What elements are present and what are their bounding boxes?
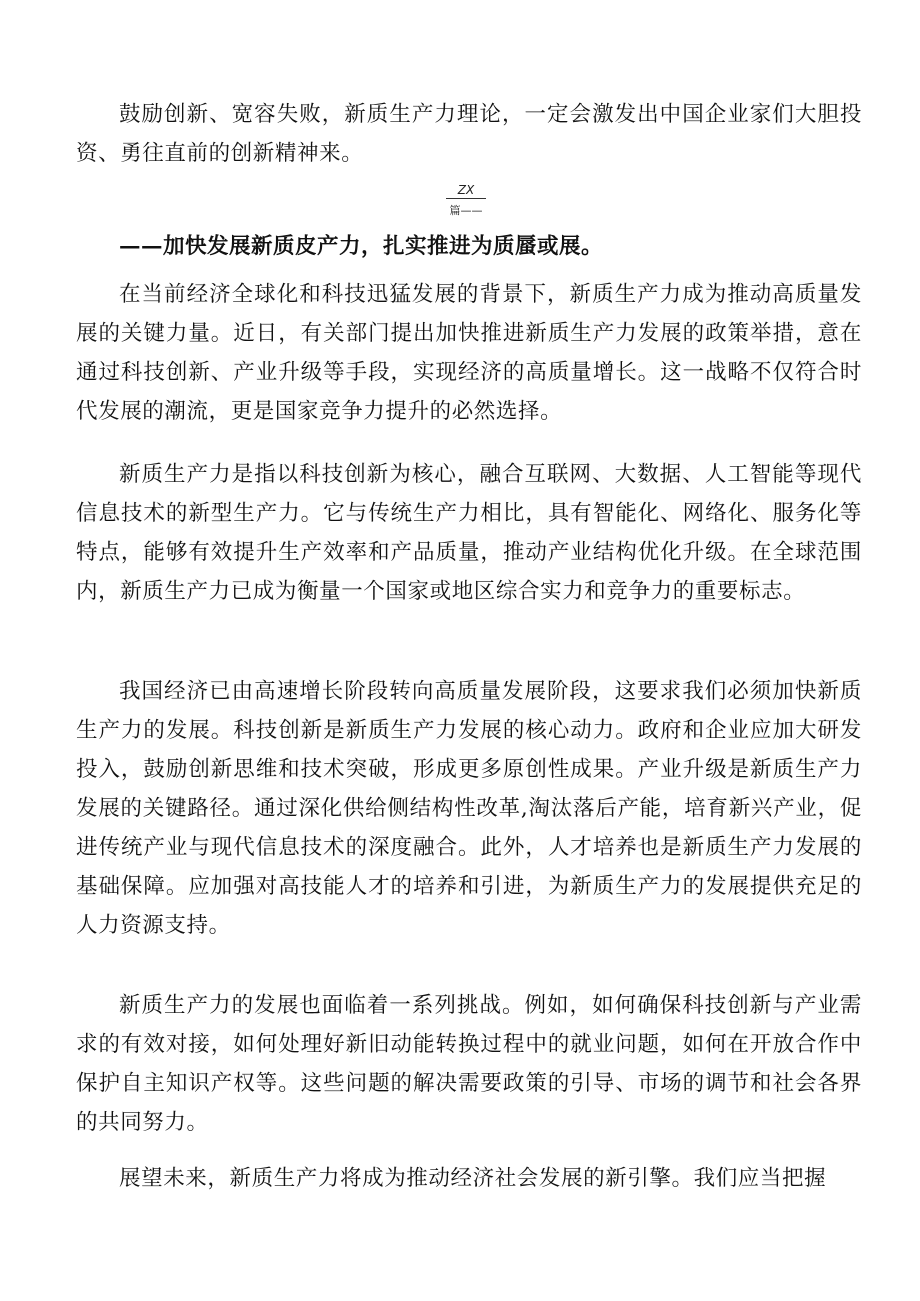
paragraph-definition: 新质生产力是指以科技创新为核心，融合互联网、大数据、人工智能等现代信息技术的新型生产力。它与传统生产力相比，具有智能化、网络化、服务化等特点，能够有效提升生产效率和产品质量，推动产业结构优化升级。在全球范围内，新质生产力已成为衡量一个国家或地区综合实力和竞争力的重要标志。 [76,462,862,604]
section-mark-top: ZX [446,183,486,199]
paragraph-intro: 鼓励创新、宽容失败，新质生产力理论，一定会激发出中国企业家们大胆投资、勇往直前的创新精神来。 [76,102,862,166]
paragraph-background: 在当前经济全球化和科技迅猛发展的背景下，新质生产力成为推动高质量发展的关键力量。近日，有关部门提出加快推进新质生产力发展的政策举措，意在通过科技创新、产业升级等手段，实现经济的高质量增长。这一战略不仅符合时代发展的潮流，更是国家竞争力提升的必然选择。 [76,282,862,424]
section-subtitle: ——加快发展新质皮产力，扎实推进为质蜃或展。 [119,234,604,259]
section-mark-bottom: 篇—— [449,204,483,217]
paragraph-outlook: 展望未来，新质生产力将成为推动经济社会发展的新引擎。我们应当把握 [119,1166,827,1191]
paragraph-development: 我国经济已由高速增长阶段转向高质量发展阶段，这要求我们必须加快新质生产力的发展。科技创新是新质生产力发展的核心动力。政府和企业应加大研发投入，鼓励创新思维和技术突破，形成更多原创性成果。产业升级是新质生产力发展的关键路径。通过深化供给侧结构性改革,淘汰落后产能，培育新兴产业，促进传统产业与现代信息技术的深度融合。此外，人才培养也是新质生产力发展的基础保障。应加强对高技能人才的培养和引进，为新质生产力的发展提供充足的人力资源支持。 [76,679,862,938]
paragraph-challenges: 新质生产力的发展也面临着一系列挑战。例如，如何确保科技创新与产业需求的有效对接，如何处理好新旧动能转换过程中的就业问题，如何在开放合作中保护自主知识产权等。这些问题的解决需要政策的引导、市场的调节和社会各界的共同努力。 [76,993,862,1135]
